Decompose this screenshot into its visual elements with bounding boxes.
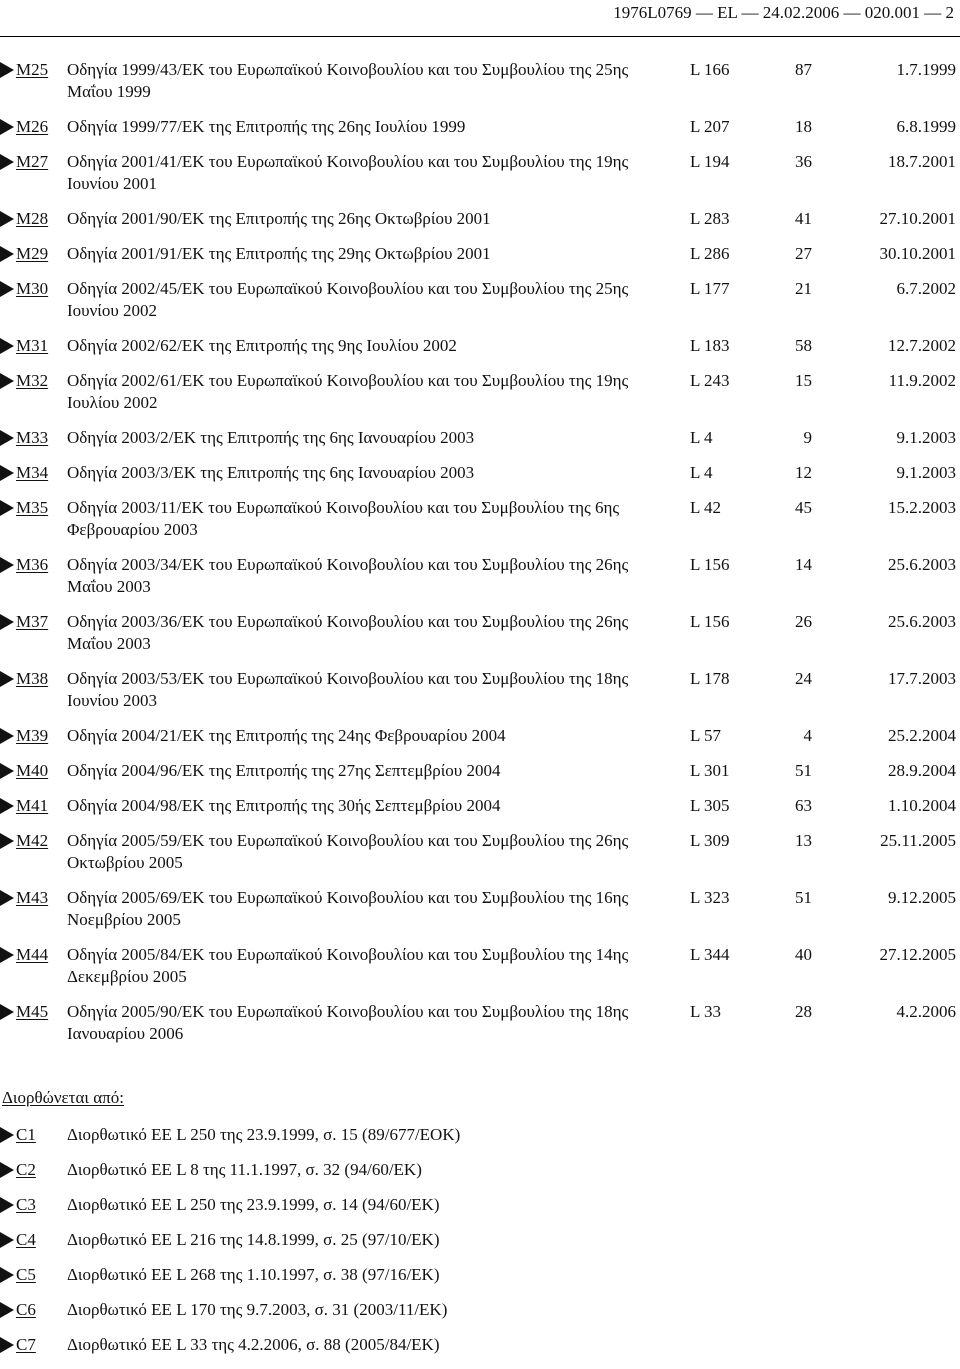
amendment-row bbox=[0, 59, 960, 116]
triangle-right-icon bbox=[0, 246, 14, 262]
amendment-code-link[interactable]: M35 bbox=[16, 498, 49, 517]
triangle-right-icon bbox=[0, 465, 14, 481]
header-separator: — bbox=[843, 3, 861, 22]
amendment-code-link[interactable]: M28 bbox=[16, 209, 49, 228]
oj-page-number: 14 bbox=[795, 555, 812, 574]
amendment-row bbox=[0, 760, 960, 795]
amendment-description: Οδηγία 2003/53/ΕΚ του Ευρωπαϊκού Κοινοβουλίου και του Συμβουλίου της 18ης Ιουνίου 2003 bbox=[67, 669, 629, 710]
correction-row bbox=[0, 1334, 960, 1369]
official-journal-ref: L 243 bbox=[690, 371, 730, 390]
publication-date: 15.2.2003 bbox=[888, 498, 956, 517]
header-rule bbox=[0, 36, 960, 37]
oj-page-number: 18 bbox=[795, 117, 812, 136]
amendment-code-link[interactable]: M33 bbox=[16, 428, 49, 447]
oj-page-number: 45 bbox=[795, 498, 812, 517]
oj-page-number: 51 bbox=[795, 888, 812, 907]
publication-date: 25.11.2005 bbox=[880, 831, 956, 850]
correction-code-link[interactable]: C4 bbox=[16, 1230, 36, 1249]
amendment-marker[interactable] bbox=[0, 668, 48, 690]
triangle-right-icon bbox=[0, 1232, 14, 1248]
official-journal-ref: L 183 bbox=[690, 336, 730, 355]
correction-row bbox=[0, 1194, 960, 1229]
amendment-marker[interactable] bbox=[0, 760, 48, 782]
amendment-row bbox=[0, 611, 960, 668]
page-number: 2 bbox=[945, 3, 954, 22]
official-journal-ref: L 4 bbox=[690, 428, 713, 447]
amendment-description: Οδηγία 2004/21/ΕΚ της Επιτροπής της 24ης Φεβρουαρίου 2004 bbox=[67, 726, 506, 745]
amendment-code-link[interactable]: M34 bbox=[16, 463, 49, 482]
publication-date: 6.8.1999 bbox=[896, 117, 956, 136]
amendment-marker[interactable] bbox=[0, 725, 48, 747]
correction-marker[interactable] bbox=[0, 1194, 36, 1216]
amendment-description: Οδηγία 2005/84/ΕΚ του Ευρωπαϊκού Κοινοβουλίου και του Συμβουλίου της 14ης Δεκεμβρίου 2005 bbox=[67, 945, 629, 986]
publication-date: 1.10.2004 bbox=[888, 796, 956, 815]
amendment-code-link[interactable]: M45 bbox=[16, 1002, 49, 1021]
official-journal-ref: L 283 bbox=[690, 209, 730, 228]
publication-date: 1.7.1999 bbox=[896, 60, 956, 79]
amendment-row bbox=[0, 151, 960, 208]
publication-date: 12.7.2002 bbox=[888, 336, 956, 355]
triangle-right-icon bbox=[0, 1197, 14, 1213]
amendment-marker[interactable] bbox=[0, 611, 48, 633]
correction-text: Διορθωτικό ΕΕ L 250 της 23.9.1999, σ. 14 (94/60/ΕΚ) bbox=[67, 1195, 440, 1214]
official-journal-ref: L 166 bbox=[690, 60, 730, 79]
oj-page-number: 40 bbox=[795, 945, 812, 964]
oj-page-number: 26 bbox=[795, 612, 812, 631]
amendment-marker[interactable] bbox=[0, 462, 48, 484]
triangle-right-icon bbox=[0, 763, 14, 779]
oj-page-number: 58 bbox=[795, 336, 812, 355]
amendment-description: Οδηγία 2005/59/ΕΚ του Ευρωπαϊκού Κοινοβουλίου και του Συμβουλίου της 26ης Οκτωβρίου 2005 bbox=[67, 831, 629, 872]
triangle-right-icon bbox=[0, 1337, 14, 1353]
amendment-row bbox=[0, 830, 960, 887]
correction-code-link[interactable]: C1 bbox=[16, 1125, 36, 1144]
amendment-row bbox=[0, 795, 960, 830]
oj-page-number: 13 bbox=[795, 831, 812, 850]
oj-page-number: 24 bbox=[795, 669, 812, 688]
correction-text: Διορθωτικό ΕΕ L 8 της 11.1.1997, σ. 32 (94/60/ΕΚ) bbox=[67, 1160, 422, 1179]
header-separator: — bbox=[924, 3, 942, 22]
amendment-marker[interactable] bbox=[0, 370, 48, 392]
amendment-row bbox=[0, 497, 960, 554]
publication-date: 6.7.2002 bbox=[896, 279, 956, 298]
triangle-right-icon bbox=[0, 62, 14, 78]
triangle-right-icon bbox=[0, 119, 14, 135]
page-header bbox=[613, 2, 954, 24]
amendment-code-link[interactable]: M38 bbox=[16, 669, 49, 688]
amendment-code-link[interactable]: M31 bbox=[16, 336, 49, 355]
publication-date: 25.6.2003 bbox=[888, 555, 956, 574]
header-separator: — bbox=[695, 3, 713, 22]
amendment-code-link[interactable]: M44 bbox=[16, 945, 49, 964]
amendment-code-link[interactable]: M29 bbox=[16, 244, 49, 263]
correction-marker[interactable] bbox=[0, 1229, 36, 1251]
amendment-code-link[interactable]: M25 bbox=[16, 60, 49, 79]
correction-marker[interactable] bbox=[0, 1159, 36, 1181]
triangle-right-icon bbox=[0, 373, 14, 389]
amendment-description: Οδηγία 2005/69/ΕΚ του Ευρωπαϊκού Κοινοβουλίου και του Συμβουλίου της 16ης Νοεμβρίου 2005 bbox=[67, 888, 629, 929]
triangle-right-icon bbox=[0, 557, 14, 573]
correction-marker[interactable] bbox=[0, 1264, 36, 1286]
triangle-right-icon bbox=[0, 728, 14, 744]
oj-page-number: 51 bbox=[795, 761, 812, 780]
amendment-row bbox=[0, 725, 960, 760]
triangle-right-icon bbox=[0, 500, 14, 516]
amendment-marker[interactable] bbox=[0, 795, 48, 817]
official-journal-ref: L 178 bbox=[690, 669, 730, 688]
corrections-list bbox=[0, 1124, 960, 1369]
corrections-heading: Διορθώνεται από: bbox=[2, 1088, 124, 1107]
correction-code-link[interactable]: C7 bbox=[16, 1335, 36, 1354]
triangle-right-icon bbox=[0, 211, 14, 227]
amendment-description: Οδηγία 2004/96/ΕΚ της Επιτροπής της 27ης Σεπτεμβρίου 2004 bbox=[67, 761, 501, 780]
amendment-marker[interactable] bbox=[0, 278, 48, 300]
official-journal-ref: L 301 bbox=[690, 761, 730, 780]
triangle-right-icon bbox=[0, 430, 14, 446]
official-journal-ref: L 309 bbox=[690, 831, 730, 850]
amendment-marker[interactable] bbox=[0, 427, 48, 449]
amendment-code-link[interactable]: M40 bbox=[16, 761, 49, 780]
triangle-right-icon bbox=[0, 1004, 14, 1020]
official-journal-ref: L 177 bbox=[690, 279, 730, 298]
official-journal-ref: L 42 bbox=[690, 498, 722, 517]
correction-code-link[interactable]: C2 bbox=[16, 1160, 36, 1179]
correction-text: Διορθωτικό ΕΕ L 170 της 9.7.2003, σ. 31 (2003/11/ΕΚ) bbox=[67, 1300, 448, 1319]
amendment-description: Οδηγία 2003/11/ΕΚ του Ευρωπαϊκού Κοινοβουλίου και του Συμβουλίου της 6ης Φεβρουαρίου 2003 bbox=[67, 498, 620, 539]
amendment-row bbox=[0, 370, 960, 427]
triangle-right-icon bbox=[0, 1302, 14, 1318]
amendment-row bbox=[0, 462, 960, 497]
amendment-description: Οδηγία 2003/34/ΕΚ του Ευρωπαϊκού Κοινοβουλίου και του Συμβουλίου της 26ης Μαΐου 2003 bbox=[67, 555, 629, 596]
publication-date: 4.2.2006 bbox=[896, 1002, 956, 1021]
correction-row bbox=[0, 1124, 960, 1159]
amendments-list bbox=[0, 59, 960, 1058]
amendment-row bbox=[0, 278, 960, 335]
triangle-right-icon bbox=[0, 833, 14, 849]
amendment-marker[interactable] bbox=[0, 1001, 48, 1023]
amendment-code-link[interactable]: M37 bbox=[16, 612, 49, 631]
amendment-description: Οδηγία 2002/61/ΕΚ του Ευρωπαϊκού Κοινοβουλίου και του Συμβουλίου της 19ης Ιουλίου 2002 bbox=[67, 371, 629, 412]
amendment-description: Οδηγία 2004/98/ΕΚ της Επιτροπής της 30ής Σεπτεμβρίου 2004 bbox=[67, 796, 501, 815]
correction-text: Διορθωτικό ΕΕ L 250 της 23.9.1999, σ. 15 (89/677/ΕΟΚ) bbox=[67, 1125, 461, 1144]
official-journal-ref: L 57 bbox=[690, 726, 722, 745]
amendment-description: Οδηγία 2001/90/ΕΚ της Επιτροπής της 26ης Οκτωβρίου 2001 bbox=[67, 209, 491, 228]
amendment-description: Οδηγία 1999/43/ΕΚ του Ευρωπαϊκού Κοινοβουλίου και του Συμβουλίου της 25ης Μαΐου 1999 bbox=[67, 60, 629, 101]
amendment-description: Οδηγία 2002/62/ΕΚ της Επιτροπής της 9ης Ιουλίου 2002 bbox=[67, 336, 457, 355]
publication-date: 18.7.2001 bbox=[888, 152, 956, 171]
triangle-right-icon bbox=[0, 1267, 14, 1283]
triangle-right-icon bbox=[0, 1162, 14, 1178]
amendment-marker[interactable] bbox=[0, 497, 48, 519]
publication-date: 9.1.2003 bbox=[896, 428, 956, 447]
triangle-right-icon bbox=[0, 614, 14, 630]
correction-code-link[interactable]: C6 bbox=[16, 1300, 36, 1319]
doc-date: 24.02.2006 bbox=[762, 3, 840, 22]
correction-text: Διορθωτικό ΕΕ L 33 της 4.2.2006, σ. 88 (2005/84/ΕΚ) bbox=[67, 1335, 440, 1354]
oj-page-number: 9 bbox=[803, 428, 812, 447]
amendment-row bbox=[0, 668, 960, 725]
amendment-description: Οδηγία 2003/36/ΕΚ του Ευρωπαϊκού Κοινοβουλίου και του Συμβουλίου της 26ης Μαΐου 2003 bbox=[67, 612, 629, 653]
amendment-row bbox=[0, 887, 960, 944]
amendment-code-link[interactable]: M32 bbox=[16, 371, 49, 390]
correction-row bbox=[0, 1299, 960, 1334]
oj-page-number: 12 bbox=[795, 463, 812, 482]
amendment-description: Οδηγία 2001/91/ΕΚ της Επιτροπής της 29ης Οκτωβρίου 2001 bbox=[67, 244, 491, 263]
amendment-description: Οδηγία 2005/90/ΕΚ του Ευρωπαϊκού Κοινοβουλίου και του Συμβουλίου της 18ης Ιανουαρίου 2006 bbox=[67, 1002, 629, 1043]
official-journal-ref: L 156 bbox=[690, 555, 730, 574]
correction-marker[interactable] bbox=[0, 1334, 36, 1356]
official-journal-ref: L 4 bbox=[690, 463, 713, 482]
amendment-marker[interactable] bbox=[0, 151, 48, 173]
amendment-row bbox=[0, 243, 960, 278]
amendment-code-link[interactable]: M41 bbox=[16, 796, 49, 815]
triangle-right-icon bbox=[0, 154, 14, 170]
amendment-description: Οδηγία 2002/45/ΕΚ του Ευρωπαϊκού Κοινοβουλίου και του Συμβουλίου της 25ης Ιουνίου 2002 bbox=[67, 279, 629, 320]
amendment-row bbox=[0, 944, 960, 1001]
amendment-marker[interactable] bbox=[0, 116, 48, 138]
amendment-marker[interactable] bbox=[0, 830, 48, 852]
official-journal-ref: L 286 bbox=[690, 244, 730, 263]
triangle-right-icon bbox=[0, 338, 14, 354]
amendment-marker[interactable] bbox=[0, 335, 48, 357]
amendment-row bbox=[0, 335, 960, 370]
amendment-marker[interactable] bbox=[0, 887, 48, 909]
amendment-code-link[interactable]: M27 bbox=[16, 152, 49, 171]
oj-page-number: 15 bbox=[795, 371, 812, 390]
correction-row bbox=[0, 1264, 960, 1299]
official-journal-ref: L 344 bbox=[690, 945, 730, 964]
correction-row bbox=[0, 1229, 960, 1264]
correction-marker[interactable] bbox=[0, 1124, 36, 1146]
correction-code-link[interactable]: C5 bbox=[16, 1265, 36, 1284]
publication-date: 9.1.2003 bbox=[896, 463, 956, 482]
triangle-right-icon bbox=[0, 947, 14, 963]
publication-date: 27.12.2005 bbox=[879, 945, 956, 964]
amendment-code-link[interactable]: M39 bbox=[16, 726, 49, 745]
amendment-description: Οδηγία 2003/3/ΕΚ της Επιτροπής της 6ης Ιανουαρίου 2003 bbox=[67, 463, 475, 482]
amendment-marker[interactable] bbox=[0, 208, 48, 230]
official-journal-ref: L 323 bbox=[690, 888, 730, 907]
correction-text: Διορθωτικό ΕΕ L 268 της 1.10.1997, σ. 38 (97/16/ΕΚ) bbox=[67, 1265, 440, 1284]
oj-page-number: 36 bbox=[795, 152, 812, 171]
amendment-marker[interactable] bbox=[0, 243, 48, 265]
doc-reference: 1976L0769 bbox=[613, 3, 692, 22]
amendment-row bbox=[0, 208, 960, 243]
publication-date: 25.6.2003 bbox=[888, 612, 956, 631]
official-journal-ref: L 156 bbox=[690, 612, 730, 631]
amendment-code-link[interactable]: M42 bbox=[16, 831, 49, 850]
amendment-description: Οδηγία 2003/2/ΕΚ της Επιτροπής της 6ης Ιανουαρίου 2003 bbox=[67, 428, 475, 447]
correction-row bbox=[0, 1159, 960, 1194]
official-journal-ref: L 207 bbox=[690, 117, 730, 136]
triangle-right-icon bbox=[0, 890, 14, 906]
publication-date: 28.9.2004 bbox=[888, 761, 956, 780]
triangle-right-icon bbox=[0, 1127, 14, 1143]
official-journal-ref: L 305 bbox=[690, 796, 730, 815]
official-journal-ref: L 33 bbox=[690, 1002, 722, 1021]
amendment-description: Οδηγία 1999/77/ΕΚ της Επιτροπής της 26ης Ιουλίου 1999 bbox=[67, 117, 466, 136]
amendment-row bbox=[0, 116, 960, 151]
amendment-code-link[interactable]: M30 bbox=[16, 279, 49, 298]
oj-page-number: 28 bbox=[795, 1002, 812, 1021]
doc-language: EL bbox=[717, 3, 738, 22]
doc-version: 020.001 bbox=[864, 3, 920, 22]
publication-date: 17.7.2003 bbox=[888, 669, 956, 688]
triangle-right-icon bbox=[0, 281, 14, 297]
publication-date: 27.10.2001 bbox=[879, 209, 956, 228]
correction-code-link[interactable]: C3 bbox=[16, 1195, 36, 1214]
oj-page-number: 27 bbox=[795, 244, 812, 263]
oj-page-number: 21 bbox=[795, 279, 812, 298]
correction-text: Διορθωτικό ΕΕ L 216 της 14.8.1999, σ. 25 (97/10/ΕΚ) bbox=[67, 1230, 440, 1249]
amendment-code-link[interactable]: M43 bbox=[16, 888, 49, 907]
correction-marker[interactable] bbox=[0, 1299, 36, 1321]
oj-page-number: 87 bbox=[795, 60, 812, 79]
oj-page-number: 41 bbox=[795, 209, 812, 228]
publication-date: 11.9.2002 bbox=[888, 371, 956, 390]
amendment-code-link[interactable]: M36 bbox=[16, 555, 49, 574]
amendment-marker[interactable] bbox=[0, 59, 48, 81]
amendment-description: Οδηγία 2001/41/ΕΚ του Ευρωπαϊκού Κοινοβουλίου και του Συμβουλίου της 19ης Ιουνίου 2001 bbox=[67, 152, 629, 193]
amendment-code-link[interactable]: M26 bbox=[16, 117, 49, 136]
triangle-right-icon bbox=[0, 798, 14, 814]
publication-date: 9.12.2005 bbox=[888, 888, 956, 907]
header-separator: — bbox=[741, 3, 759, 22]
publication-date: 25.2.2004 bbox=[888, 726, 956, 745]
amendment-row bbox=[0, 1001, 960, 1058]
amendment-row bbox=[0, 427, 960, 462]
oj-page-number: 4 bbox=[803, 726, 812, 745]
official-journal-ref: L 194 bbox=[690, 152, 730, 171]
publication-date: 30.10.2001 bbox=[879, 244, 956, 263]
amendment-row bbox=[0, 554, 960, 611]
amendment-marker[interactable] bbox=[0, 944, 48, 966]
triangle-right-icon bbox=[0, 671, 14, 687]
oj-page-number: 63 bbox=[795, 796, 812, 815]
amendment-marker[interactable] bbox=[0, 554, 48, 576]
